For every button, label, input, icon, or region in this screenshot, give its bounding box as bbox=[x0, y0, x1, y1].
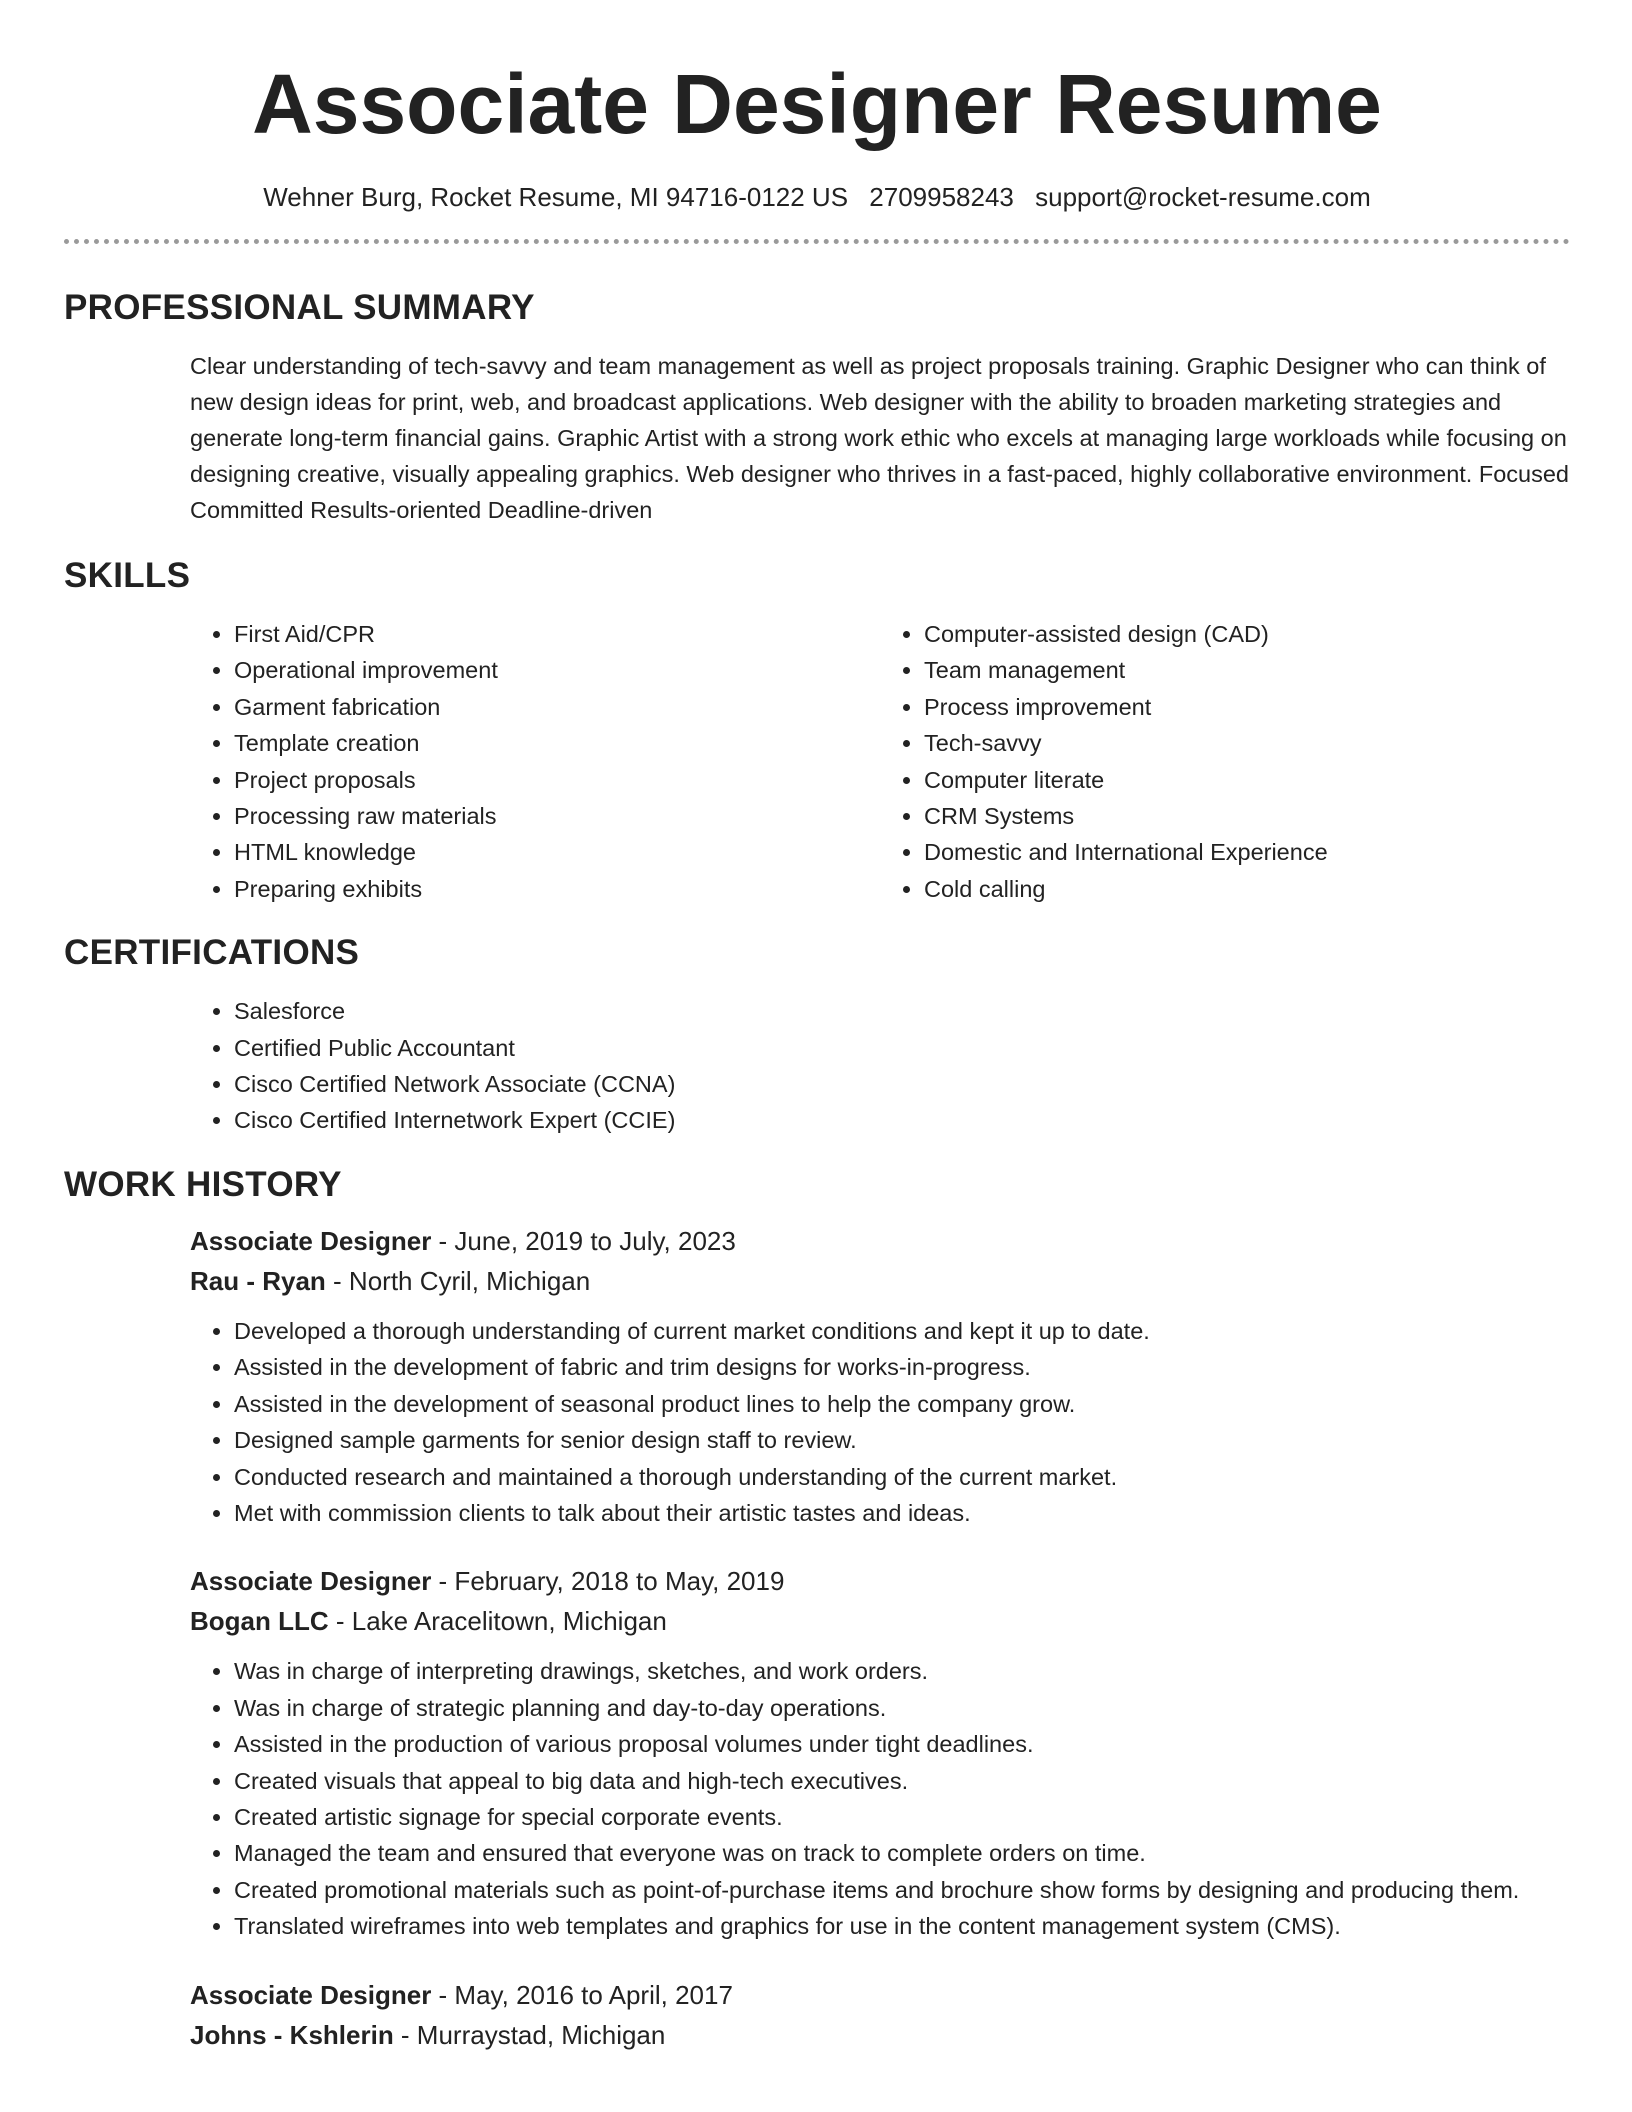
list-item: • Met with commission clients to talk about their artistic tastes and ideas. bbox=[234, 1495, 1570, 1531]
resume-title: Associate Designer Resume bbox=[252, 57, 1382, 151]
job-company: Bogan LLC bbox=[190, 1606, 329, 1637]
list-item: • Salesforce bbox=[234, 993, 1570, 1029]
job-company-line bbox=[190, 1261, 1570, 1301]
job-title: Associate Designer bbox=[190, 1979, 432, 2010]
job-title-line bbox=[190, 1221, 1570, 1261]
certifications-list bbox=[190, 993, 1570, 1139]
job-company: Johns - Kshlerin bbox=[190, 2019, 394, 2050]
job-dates: - June, 2019 to July, 2023 bbox=[431, 1225, 736, 1256]
job-entry bbox=[190, 1561, 1570, 1944]
list-item: • Assisted in the production of various proposal volumes under tight deadlines. bbox=[234, 1726, 1570, 1762]
list-item: • Operational improvement bbox=[234, 652, 880, 688]
job-title-line bbox=[190, 1561, 1570, 1601]
skills-list-right bbox=[880, 616, 1570, 907]
job-dates: - May, 2016 to April, 2017 bbox=[431, 1979, 733, 2010]
list-item: • Processing raw materials bbox=[234, 798, 880, 834]
job-title-line bbox=[190, 1975, 1570, 2015]
list-item: • Computer-assisted design (CAD) bbox=[924, 616, 1570, 652]
list-item: • Created artistic signage for special corporate events. bbox=[234, 1799, 1570, 1835]
summary-section bbox=[64, 348, 1570, 528]
list-item: • Cold calling bbox=[924, 871, 1570, 907]
list-item: • Developed a thorough understanding of current market conditions and kept it up to date. bbox=[234, 1313, 1570, 1349]
skills-heading: SKILLS bbox=[64, 556, 191, 595]
job-company-line bbox=[190, 2015, 1570, 2055]
list-item: • Template creation bbox=[234, 725, 880, 761]
list-item: • Garment fabrication bbox=[234, 689, 880, 725]
job-entry bbox=[190, 1221, 1570, 1531]
list-item: • Domestic and International Experience bbox=[924, 834, 1570, 870]
contact-email: support@rocket-resume.com bbox=[1035, 182, 1371, 212]
list-item: • Preparing exhibits bbox=[234, 871, 880, 907]
list-item: • Tech-savvy bbox=[924, 725, 1570, 761]
list-item: • Certified Public Accountant bbox=[234, 1030, 1570, 1066]
list-item: • Assisted in the development of seasonal product lines to help the company grow. bbox=[234, 1386, 1570, 1422]
summary-heading: PROFESSIONAL SUMMARY bbox=[64, 288, 535, 327]
work-history-section bbox=[64, 1221, 1570, 2055]
list-item: • Computer literate bbox=[924, 762, 1570, 798]
skills-section bbox=[64, 616, 1570, 907]
job-location: - Lake Aracelitown, Michigan bbox=[328, 1606, 667, 1637]
list-item: • Cisco Certified Network Associate (CCNA) bbox=[234, 1066, 1570, 1102]
job-entry bbox=[190, 1975, 1570, 2055]
list-item: • Cisco Certified Internetwork Expert (CCIE) bbox=[234, 1102, 1570, 1138]
list-item: • Assisted in the development of fabric and trim designs for works-in-progress. bbox=[234, 1349, 1570, 1385]
contact-address: Wehner Burg, Rocket Resume, MI 94716-0122 US bbox=[263, 182, 849, 212]
list-item: • Created visuals that appeal to big data and high-tech executives. bbox=[234, 1763, 1570, 1799]
job-title: Associate Designer bbox=[190, 1566, 432, 1597]
job-title: Associate Designer bbox=[190, 1225, 432, 1256]
resume-page bbox=[64, 0, 1570, 2055]
list-item: • Process improvement bbox=[924, 689, 1570, 725]
list-item: • Was in charge of strategic planning and day-to-day operations. bbox=[234, 1690, 1570, 1726]
work-history-heading: WORK HISTORY bbox=[64, 1164, 342, 1204]
list-item: • Translated wireframes into web templates and graphics for use in the content management system (CMS). bbox=[234, 1908, 1570, 1944]
job-dates: - February, 2018 to May, 2019 bbox=[431, 1566, 785, 1597]
header-divider bbox=[64, 239, 1570, 244]
job-location: - Murraystad, Michigan bbox=[393, 2019, 666, 2050]
list-item: • Managed the team and ensured that everyone was on track to complete orders on time. bbox=[234, 1835, 1570, 1871]
list-item: • Team management bbox=[924, 652, 1570, 688]
job-company: Rau - Ryan bbox=[190, 1265, 326, 1296]
job-company-line bbox=[190, 1601, 1570, 1641]
list-item: • Designed sample garments for senior design staff to review. bbox=[234, 1422, 1570, 1458]
summary-text: Clear understanding of tech-savvy and team management as well as project proposals training. Graphic Designer who can think of new design ideas for print, web, and broadcast applications. Web designer with the ability to broaden marketing strategies and generate long-term financial gains. Graphic Artist with a strong work ethic who excels at managing large workloads while focusing on designing creative, visually appealing graphics. Web designer who thrives in a fast-paced, highly collaborative environment. Focused Committed Results-oriented Deadline-driven bbox=[190, 353, 1569, 523]
job-bullets bbox=[190, 1653, 1570, 1944]
list-item: • Was in charge of interpreting drawings, sketches, and work orders. bbox=[234, 1653, 1570, 1689]
skills-list-left bbox=[190, 616, 880, 907]
list-item: • HTML knowledge bbox=[234, 834, 880, 870]
contact-line bbox=[64, 182, 1570, 213]
certifications-section bbox=[64, 993, 1570, 1139]
job-location: - North Cyril, Michigan bbox=[325, 1265, 591, 1296]
list-item: • CRM Systems bbox=[924, 798, 1570, 834]
list-item: • Created promotional materials such as point-of-purchase items and brochure show forms by designing and producing them. bbox=[234, 1872, 1570, 1908]
job-bullets bbox=[190, 1313, 1570, 1531]
list-item: • First Aid/CPR bbox=[234, 616, 880, 652]
list-item: • Project proposals bbox=[234, 762, 880, 798]
certifications-heading: CERTIFICATIONS bbox=[64, 933, 360, 973]
contact-phone: 2709958243 bbox=[869, 182, 1014, 212]
list-item: • Conducted research and maintained a thorough understanding of the current market. bbox=[234, 1459, 1570, 1495]
